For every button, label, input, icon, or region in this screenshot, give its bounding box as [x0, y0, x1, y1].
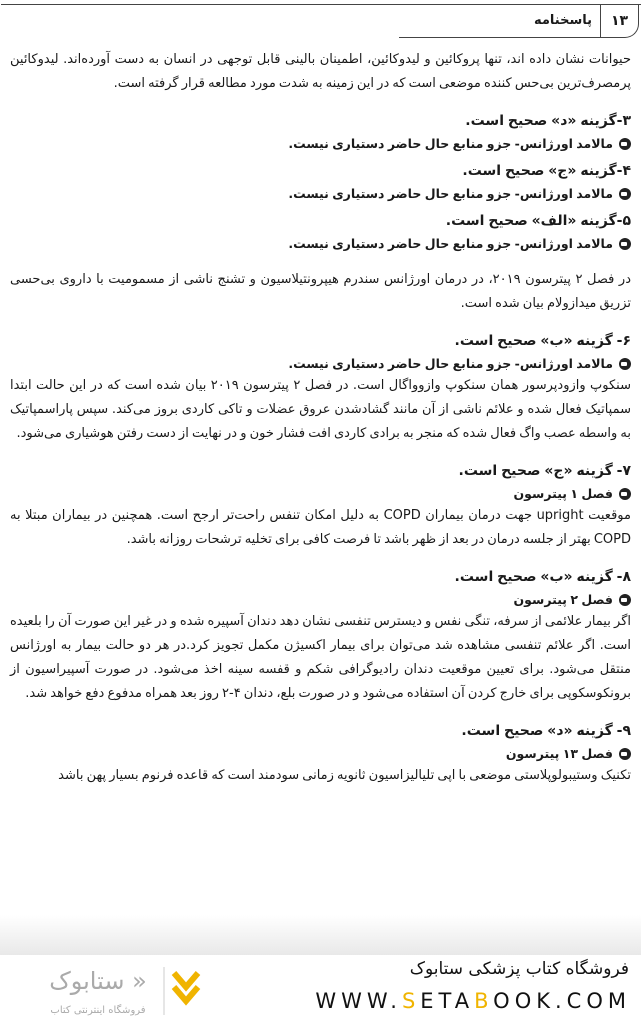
store-name: فروشگاه کتاب پزشکی ستابوک [409, 959, 629, 979]
answer-heading-3: ۳-گزینه «د» صحیح است. [465, 113, 631, 129]
source-label: مالامد اورژانس- جزو منابع حال حاضر دستیاری نیست. [288, 186, 613, 201]
section-title: پاسخنامه [533, 13, 592, 28]
answer-source-3 [10, 134, 631, 154]
source-icon [619, 188, 631, 200]
page-number: ۱۳ [600, 4, 638, 37]
answer-heading-5: ۵-گزینه «الف» صحیح است. [445, 213, 631, 229]
store-url[interactable]: WWW.SETABOOK.COM [315, 989, 631, 1013]
answer-source-8 [10, 590, 631, 610]
answer-source-7 [10, 484, 631, 504]
answer-source-9 [10, 744, 631, 764]
answer-body-6: سنکوپ وازودپرسور همان سنکوپ وازوواگال است. در فصل ۲ پیترسون ۲۰۱۹ بیان شده است که در این حالت ابتدا سمپاتیک فعال شده و علائم ناشی از آن مانند گشادشدن عروق عضلات و تاکی کاردی بروز می‌کند. سپس پاراسمپاتیک به واسطه عصب واگ فعال شده که منجر به برادی کاردی افت فشار خون و در نهایت از دست رفتن هوشیاری می‌شود. [10, 378, 631, 441]
answer-body-9: تکنیک وستیبولوپلاستی موضعی با اپی تلیالیزاسیون ثانویه زمانی سودمند است که قاعده فرنوم بسیار پهن باشد [58, 768, 631, 783]
answer-body-5: در فصل ۲ پیترسون ۲۰۱۹، در درمان اورژانس سندرم هیپرونتیلاسیون و تشنج ناشی از مسمومیت با داروی بی‌حسی تزریق میدازولام بیان شده است. [10, 272, 631, 311]
answer-heading-4: ۴-گزینه «ج» صحیح است. [462, 163, 631, 179]
source-label: مالامد اورژانس- جزو منابع حال حاضر دستیاری نیست. [288, 136, 613, 151]
answer-source-5 [10, 234, 631, 254]
answer-heading-8: ۸- گزینه «ب» صحیح است. [454, 569, 631, 585]
answer-heading-6: ۶- گزینه «ب» صحیح است. [454, 333, 631, 349]
answer-source-6 [10, 354, 631, 374]
setabook-logo [28, 957, 203, 1021]
source-icon [619, 488, 631, 500]
intro-paragraph: حیوانات نشان داده اند، تنها پروکائین و لیدوکائین، اطمینان بالینی قابل توجهی در انسان به دست آورده‌اند. لیدوکائین پرمصرف‌ترین بی‌حس کننده موضعی است که در این زمینه به شدت مورد مطالعه قرار گرفته است. [10, 52, 631, 91]
source-label: فصل ۱۳ پیترسون [505, 746, 613, 761]
bottom-fade [0, 915, 641, 955]
source-label: فصل ۱ پیترسون [513, 486, 613, 501]
source-label: مالامد اورژانس- جزو منابع حال حاضر دستیاری نیست. [288, 236, 613, 251]
page-header [1, 4, 641, 38]
answer-heading-7: ۷- گزینه «ج» صحیح است. [458, 463, 631, 479]
source-icon [619, 358, 631, 370]
source-label: فصل ۲ پیترسون [513, 592, 613, 607]
source-icon [619, 138, 631, 150]
answer-body-7: موقعیت upright جهت درمان بیماران COPD به دلیل امکان تنفس راحت‌تر ارجح است. همچنین در بیماران مبتلا به COPD بهتر از جلسه درمان در بعد از ظهر باشد تا فرصت کافی برای تخلیه ترشحات روزانه باشد. [10, 508, 631, 547]
store-footer [0, 955, 641, 1024]
answer-heading-9: ۹- گزینه «د» صحیح است. [461, 723, 631, 739]
answer-body-8: اگر بیمار علائمی از سرفه، تنگی نفس و دیسترس تنفسی نشان دهد دندان آسپیره شده و در غیر این صورت آن را بلعیده است. اگر علائم تنفسی مشاهده شد می‌توان برای بیمار اکسیژن مکمل تجویز کرد.در هر دو حالت بیمار به اورژانس منتقل می‌شود. برای تعیین موقعیت دندان رادیوگرافی شکم و قفسه سینه اخذ می‌شود. در صورت آسپیراسیون از برونکوسکوپی برای خارج کردن آن استفاده می‌شود و در صورت بلع، دندان ۴-۲ روز بعد همراه مدفوع دفع خواهد شد. [10, 614, 631, 701]
source-label: مالامد اورژانس- جزو منابع حال حاضر دستیاری نیست. [288, 356, 613, 371]
svg-text:فروشگاه اینترنتی کتاب: فروشگاه اینترنتی کتاب [50, 1005, 146, 1016]
source-icon [619, 594, 631, 606]
answer-source-4 [10, 184, 631, 204]
header-box [399, 4, 639, 38]
answer-content [10, 48, 631, 788]
source-icon [619, 238, 631, 250]
svg-text:« ستابوک: « ستابوک [49, 967, 147, 995]
source-icon [619, 748, 631, 760]
